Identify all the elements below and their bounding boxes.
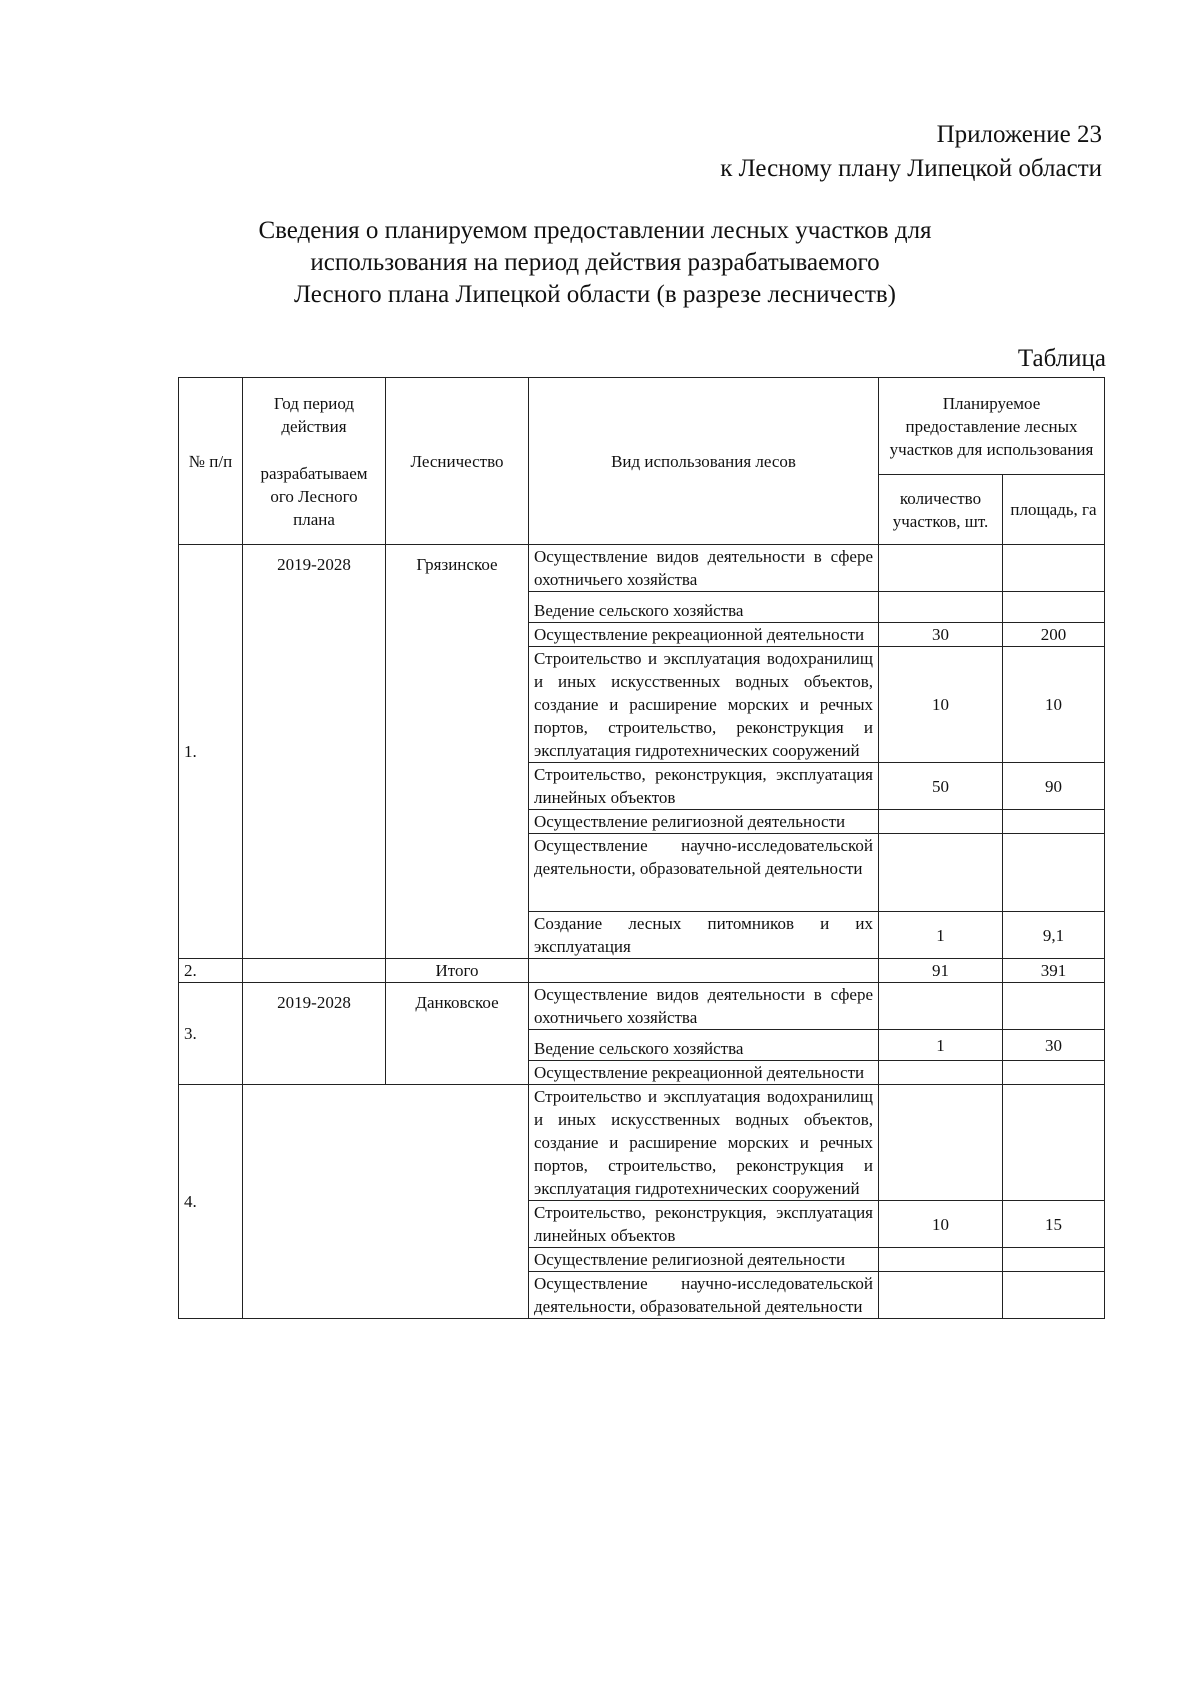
table-caption: Таблица [1017,345,1106,372]
forest-plots-table [178,377,1105,1319]
header-year [243,378,386,545]
total-count: 91 [879,959,1003,983]
empty-cell [529,959,879,983]
plot-count: 50 [879,763,1003,810]
use-type: Осуществление научно-исследовательской деятельности, образовательной деятельности [529,1272,879,1319]
row-number: 4. [179,1085,243,1319]
use-type: Осуществление научно-исследовательской деятельности, образовательной деятельности [529,834,879,912]
plot-count [879,983,1003,1030]
plot-count [879,834,1003,912]
use-type: Строительство и эксплуатация водохранилищ и иных искусственных водных объектов, создание и расширение морских и речных портов, строительство, реконструкция и эксплуатация гидротехнических сооружений [529,1085,879,1201]
row-number: 3. [179,983,243,1085]
plot-count [879,1061,1003,1085]
plot-count: 10 [879,647,1003,763]
empty-cell [243,959,386,983]
appendix-block [720,118,1102,186]
plot-area [1003,1061,1105,1085]
header-num: № п/п [179,378,243,545]
plot-area [1003,1085,1105,1201]
plot-count: 1 [879,912,1003,959]
use-type: Осуществление видов деятельности в сфере охотничьего хозяйства [529,545,879,592]
header-area: площадь, га [1003,475,1105,545]
appendix-reference: к Лесному плану Липецкой области [720,155,1102,182]
use-type: Осуществление рекреационной деятельности [529,623,879,647]
use-type: Ведение сельского хозяйства [529,1030,879,1061]
title-line-1: Сведения о планируемом предоставлении лесных участков для [258,217,932,244]
header-use: Вид использования лесов [529,378,879,545]
plot-count [879,1248,1003,1272]
total-label: Итого [386,959,529,983]
plot-area: 200 [1003,623,1105,647]
total-row [179,959,1105,983]
title-line-2: использования на период действия разрабатываемого [310,249,880,276]
plot-count [879,545,1003,592]
plot-count [879,810,1003,834]
use-type: Осуществление видов деятельности в сфере охотничьего хозяйства [529,983,879,1030]
plot-area [1003,1272,1105,1319]
plot-area: 15 [1003,1201,1105,1248]
row-year: 2019-2028 [243,545,386,959]
plot-area [1003,545,1105,592]
title-line-3: Лесного плана Липецкой области (в разрезе лесничеств) [293,281,896,308]
plot-area: 90 [1003,763,1105,810]
total-area: 391 [1003,959,1105,983]
table-row [179,1085,1105,1201]
plot-area: 10 [1003,647,1105,763]
use-type: Строительство, реконструкция, эксплуатация линейных объектов [529,763,879,810]
use-type: Создание лесных питомников и их эксплуатация [529,912,879,959]
header-planned: Планируемое предоставление лесных участков для использования [879,378,1105,475]
use-type: Осуществление рекреационной деятельности [529,1061,879,1085]
use-type: Строительство, реконструкция, эксплуатация линейных объектов [529,1201,879,1248]
row-forestry: Данковское [386,983,529,1085]
use-type: Ведение сельского хозяйства [529,592,879,623]
row-forestry: Грязинское [386,545,529,959]
table-row [179,983,1105,1030]
header-year-part1: Год период действия [273,393,355,436]
plot-count [879,1272,1003,1319]
appendix-number: Приложение 23 [936,121,1102,148]
plot-count: 10 [879,1201,1003,1248]
header-year-part2: разрабатываем ого Лесного плана [260,463,368,529]
row-number: 1. [179,545,243,959]
row-year: 2019-2028 [243,983,386,1085]
header-forestry: Лесничество [386,378,529,545]
plot-count: 1 [879,1030,1003,1061]
plot-area: 30 [1003,1030,1105,1061]
header-count: количество участков, шт. [879,475,1003,545]
plot-area: 9,1 [1003,912,1105,959]
row-number: 2. [179,959,243,983]
plot-area [1003,810,1105,834]
plot-area [1003,983,1105,1030]
plot-count [879,1085,1003,1201]
plot-area [1003,1248,1105,1272]
empty-cell [243,1085,529,1319]
plot-count [879,592,1003,623]
table-row [179,545,1105,592]
header-row [179,378,1105,475]
use-type: Строительство и эксплуатация водохранилищ и иных искусственных водных объектов, создание и расширение морских и речных портов, строительство, реконструкция и эксплуатация гидротехнических сооружений [529,647,879,763]
plot-area [1003,834,1105,912]
plot-count: 30 [879,623,1003,647]
use-type: Осуществление религиозной деятельности [529,1248,879,1272]
document-title [170,215,1020,311]
plot-area [1003,592,1105,623]
use-type: Осуществление религиозной деятельности [529,810,879,834]
